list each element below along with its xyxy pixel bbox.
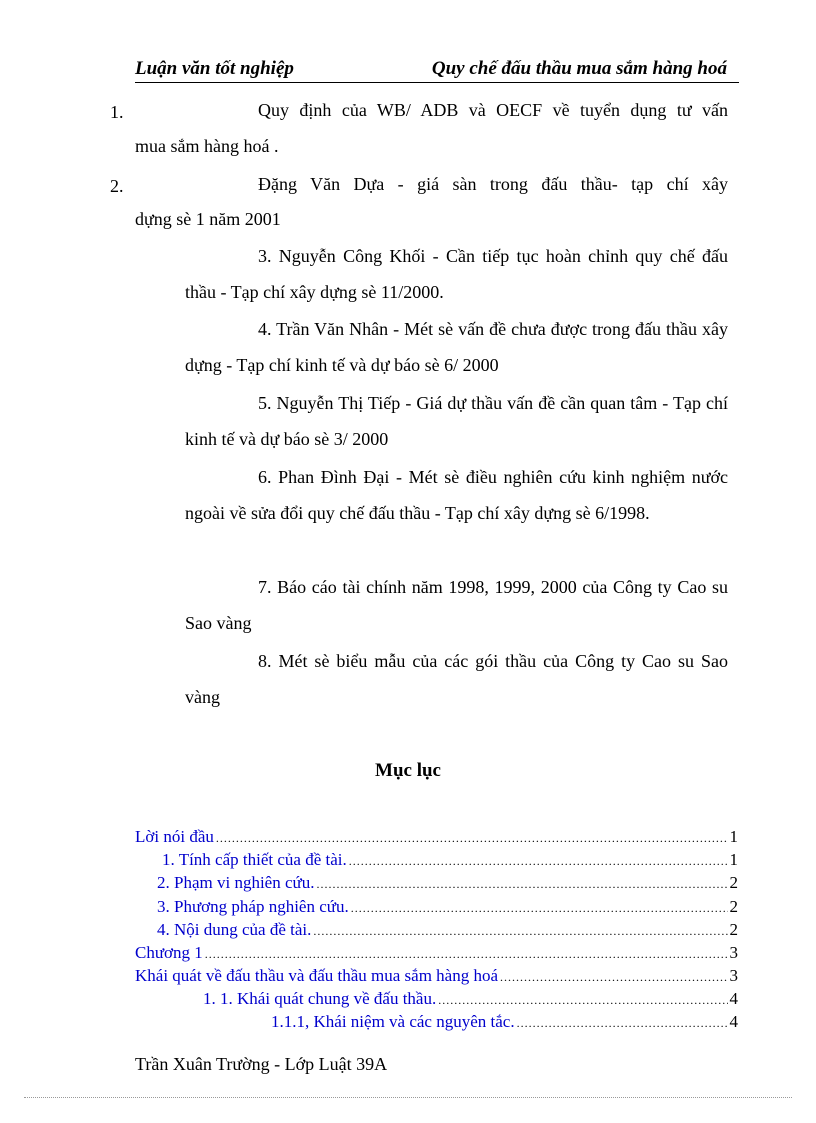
toc-entry-text[interactable]: 3. Phương pháp nghiên cứu. <box>157 897 349 916</box>
reference-item: 4. Trần Văn Nhân - Mét sè vấn đề chưa được trong đấu thầu xây dựng - Tạp chí kinh tế và dự báo sè 6/ 2000 <box>185 319 728 375</box>
toc-entry[interactable] <box>157 920 738 942</box>
reference-marker: 1. <box>110 102 124 122</box>
toc-page-number: 3 <box>729 966 738 985</box>
toc-entry[interactable] <box>157 897 738 919</box>
toc-leader <box>349 854 728 869</box>
reference-item: Quy định của WB/ ADB và OECF về tuyển dụng tư vấn <box>258 100 728 120</box>
toc-page-number: 1 <box>729 850 738 869</box>
header-topic-label: Quy chế đấu thầu mua sắm hàng hoá <box>431 58 727 79</box>
toc-entry[interactable] <box>135 827 738 849</box>
toc-page-number: 3 <box>729 943 738 962</box>
toc-page-number: 2 <box>729 897 738 916</box>
toc-entry-text[interactable]: Chương 1 <box>135 943 203 962</box>
toc-entry[interactable] <box>157 873 738 895</box>
reference-item: 8. Mét sè biểu mẫu của các gói thầu của Công ty Cao su Sao vàng <box>185 651 728 707</box>
toc-entry[interactable] <box>162 850 738 872</box>
toc-leader <box>313 924 727 939</box>
toc-entry-text[interactable]: 1. 1. Khái quát chung về đấu thầu. <box>203 989 437 1008</box>
reference-item-continued: mua sắm hàng hoá . <box>135 136 279 156</box>
toc-entry-text[interactable]: Khái quát về đấu thầu và đấu thầu mua sắm hàng hoá <box>135 966 499 985</box>
header-thesis-label: Luận văn tốt nghiệp <box>135 58 294 79</box>
toc-entry-text[interactable]: 1. Tính cấp thiết của đề tài. <box>162 850 347 869</box>
toc-leader <box>216 831 728 846</box>
toc-entry-text[interactable]: Lời nói đầu <box>135 827 214 846</box>
toc-entry-text[interactable]: 2. Phạm vi nghiên cứu. <box>157 873 315 892</box>
page-footer: Trần Xuân Trường - Lớp Luật 39A <box>135 1054 388 1074</box>
reference-item: 5. Nguyễn Thị Tiếp - Giá dự thầu vấn đề cần quan tâm - Tạp chí kinh tế và dự báo sè 3/ 2000 <box>185 393 728 449</box>
toc-entry[interactable] <box>203 989 738 1011</box>
toc-leader <box>517 1016 728 1031</box>
toc-page-number: 4 <box>729 989 738 1008</box>
toc-title: Mục lục <box>375 760 441 781</box>
toc-page-number: 2 <box>729 920 738 939</box>
toc-leader <box>438 993 727 1008</box>
toc-page-number: 2 <box>729 873 738 892</box>
reference-item: 3. Nguyễn Công Khối - Cần tiếp tục hoàn chỉnh quy chế đấu thầu - Tạp chí xây dựng sè 11/2000. <box>185 246 728 302</box>
toc-entry-text[interactable]: 4. Nội dung của đề tài. <box>157 920 312 939</box>
toc-entry[interactable] <box>271 1012 738 1034</box>
reference-item: Đặng Văn Dựa - giá sàn trong đấu thầu- tạp chí xây <box>258 174 728 194</box>
page-header <box>135 58 739 83</box>
toc-entry-text[interactable]: 1.1.1, Khái niệm và các nguyên tắc. <box>271 1012 515 1031</box>
toc-leader <box>205 947 728 962</box>
toc-page-number: 1 <box>729 827 738 846</box>
toc-page-number: 4 <box>729 1012 738 1031</box>
page-bottom-border <box>24 1097 792 1098</box>
toc-leader <box>351 901 728 916</box>
toc-entry[interactable] <box>135 966 738 988</box>
reference-item: 6. Phan Đình Đại - Mét sè điều nghiên cứu kinh nghiệm nước ngoài về sửa đổi quy chế đấu thầu - Tạp chí xây dựng sè 6/1998. <box>185 467 728 523</box>
toc-leader <box>500 970 727 985</box>
reference-item: 7. Báo cáo tài chính năm 1998, 1999, 2000 của Công ty Cao su Sao vàng <box>185 577 728 633</box>
reference-item-continued: dựng sè 1 năm 2001 <box>135 209 281 229</box>
toc-leader <box>316 877 727 892</box>
reference-marker: 2. <box>110 176 124 196</box>
toc-entry[interactable] <box>135 943 738 965</box>
